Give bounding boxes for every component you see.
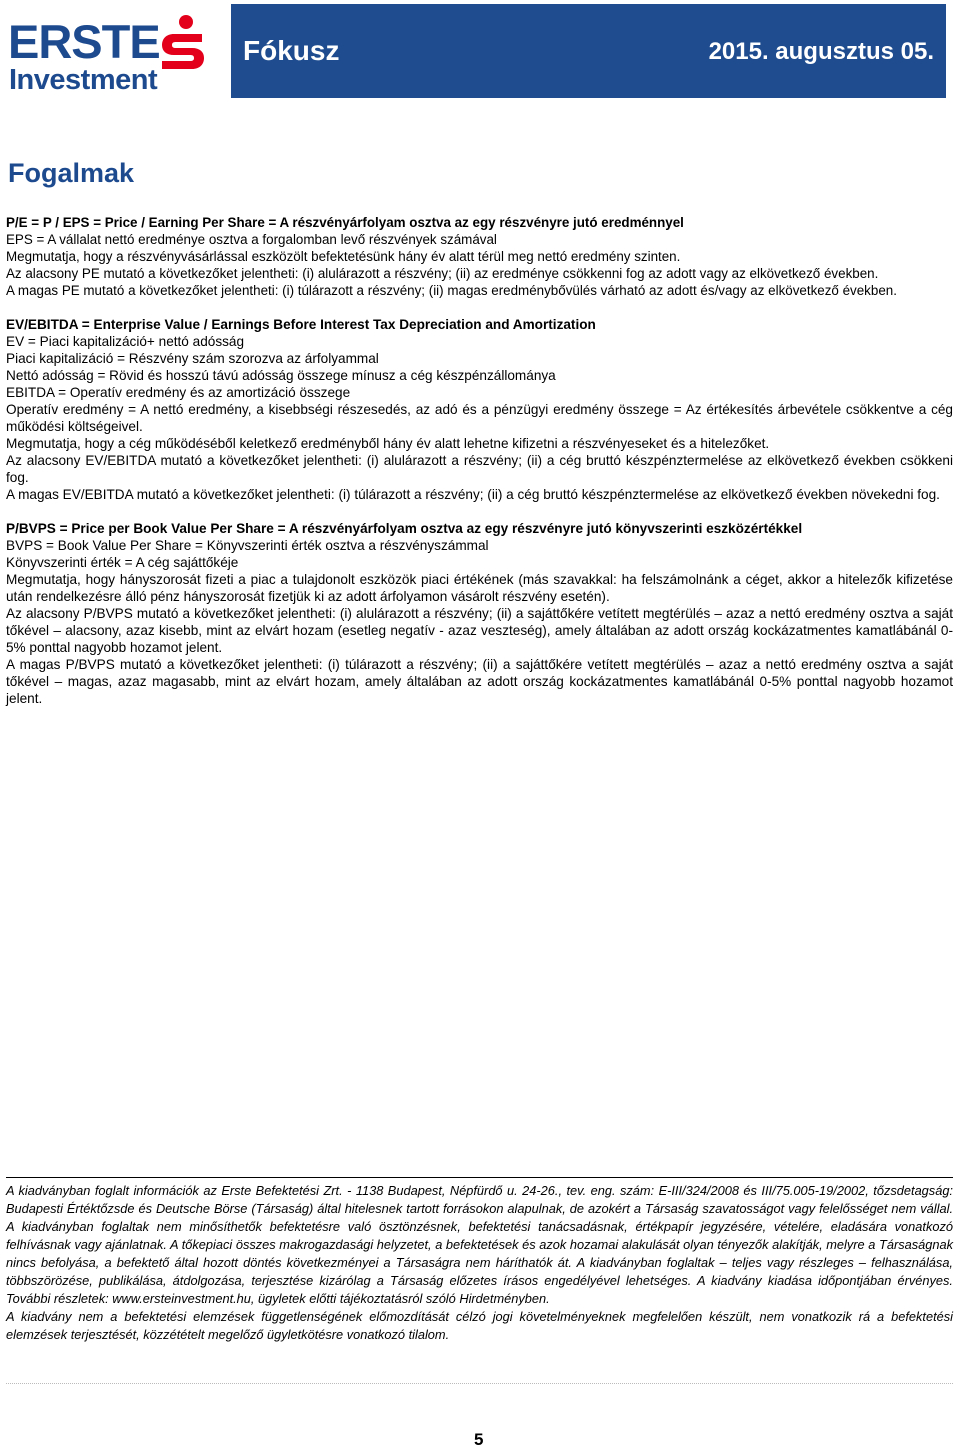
erste-s-logo-icon xyxy=(156,14,208,70)
header-banner xyxy=(231,4,946,98)
pbvps-definition-line: A magas P/BVPS mutató a következőket jelentheti: (i) túlárazott a részvény; (ii) a sajáttőkére vetített megtérülés – azaz a nettó eredmény osztva a saját tőkével – magas, azaz magasabb, mint az elvárt hozam, amely általában az adott ország kockázatmentes kamatlábánál 0-5% ponttal nagyobb hozamot jelent. xyxy=(6,657,953,706)
publication-title: Fókusz xyxy=(243,35,340,66)
pe-definition-line: Az alacsony PE mutató a következőket jelentheti: (i) alulárazott a részvény; (ii) az eredménye csökkenni fog az adott vagy az elkövetkező években. xyxy=(6,266,879,281)
section-title: Fogalmak xyxy=(8,158,135,188)
pe-definition-line: Megmutatja, hogy a részvényvásárlással eszközölt befektetésünk hány év alatt térül meg nettó eredmény szinten. xyxy=(6,249,681,264)
pbvps-definition-line: BVPS = Book Value Per Share = Könyvszerinti érték osztva a részvényszámmal xyxy=(6,538,489,553)
page-header xyxy=(0,0,960,100)
footer-dotted-divider xyxy=(6,1383,953,1384)
disclaimer-paragraph: A kiadvány nem a befektetési elemzések függetlenségének előmozdítását célzó jogi követelményeknek megfelelően készült, nem vonatkozik rá a befektetési elemzések terjesztését, közzétételt megelőző ügyletkötésre vonatkozó tilalom. xyxy=(6,1309,953,1342)
ev-ebitda-definition-line: Piaci kapitalizáció = Részvény szám szorozva az árfolyammal xyxy=(6,351,379,366)
ev-ebitda-definition-line: Az alacsony EV/EBITDA mutató a következőket jelentheti: (i) alulárazott a részvény; (ii) a cég bruttó készpénztermelése az elkövetkező években csökkeni fog. xyxy=(6,453,953,485)
pe-definition-block xyxy=(6,214,953,299)
pbvps-definition-block xyxy=(6,520,953,707)
pbvps-definition-heading: P/BVPS = Price per Book Value Per Share = A részvényárfolyam osztva az egy részvényre jutó könyvszerinti eszközértékkel xyxy=(6,521,803,536)
ev-ebitda-definition-block xyxy=(6,316,953,503)
pbvps-definition-line: Megmutatja, hogy hányszorosát fizeti a piac a tulajdonolt eszközök piaci értékének (más szavakkal: ha felszámolnánk a céget, akkor a hitelezők kifizetése után rendelkezésre álló pénz hányszorosát fizetjük ki az adott árfolyamon vásárolt részvény esetén). xyxy=(6,572,953,604)
pbvps-definition-line: Könyvszerinti érték = A cég sajáttőkéje xyxy=(6,555,239,570)
ev-ebitda-definition-line: Operatív eredmény = A nettó eredmény, a kisebbségi részesedés, az adó és a pénzügyi eredmény összege = Az értékesítés árbevétele csökkentve a cég működési költségeivel. xyxy=(6,402,953,434)
page-number: 5 xyxy=(474,1430,484,1449)
logo-wordmark: ERSTE xyxy=(8,15,160,68)
pbvps-definition-line: Az alacsony P/BVPS mutató a következőket jelentheti: (i) alulárazott a részvény; (ii) a sajáttőkére vetített megtérülés – azaz a nettó eredmény osztva a saját tőkével – alacsony, azaz kisebb, mint az elvárt hozam (esetleg negatív - azaz veszteség), amely általában az adott ország kockázatmentes kamatlábánál 0-5% ponttal nagyobb hozamot jelent. xyxy=(6,606,953,655)
legal-disclaimer xyxy=(6,1182,953,1344)
definitions-content xyxy=(6,214,953,707)
pe-definition-line: EPS = A vállalat nettó eredménye osztva a forgalomban levő részvények számával xyxy=(6,232,497,247)
ev-ebitda-definition-line: EV = Piaci kapitalizáció+ nettó adósság xyxy=(6,334,245,349)
logo-subtitle: Investment xyxy=(9,64,158,96)
ev-ebitda-definition-line: Nettó adósság = Rövid és hosszú távú adósság összege mínusz a cég készpénzállománya xyxy=(6,368,556,383)
publication-date: 2015. augusztus 05. xyxy=(708,38,934,65)
ev-ebitda-definition-line: A magas EV/EBITDA mutató a következőket jelentheti: (i) túlárazott a részvény; (ii) a cég bruttó készpénztermelése az elkövetkező években növekedni fog. xyxy=(6,487,940,502)
erste-investment-logo xyxy=(6,8,206,98)
ev-ebitda-definition-heading: EV/EBITDA = Enterprise Value / Earnings Before Interest Tax Depreciation and Amortization xyxy=(6,317,596,332)
ev-ebitda-definition-line: Megmutatja, hogy a cég működéséből keletkező eredményből hány év alatt lehetne kifizetni a részvényeseket és a hitelezőket. xyxy=(6,436,770,451)
footer-divider xyxy=(6,1177,953,1178)
ev-ebitda-definition-line: EBITDA = Operatív eredmény és az amortizáció összege xyxy=(6,385,351,400)
pe-definition-line: A magas PE mutató a következőket jelentheti: (i) túlárazott a részvény; (ii) magas eredménybővülés várható az adott és/vagy az elkövetkező években. xyxy=(6,283,897,298)
disclaimer-paragraph: A kiadványban foglalt információk az Erste Befektetési Zrt. - 1138 Budapest, Népfürdő u. 24-26., tev. eng. szám: E-III/324/2008 és III/75.005-19/2002, tőzsdetagság: Budapesti Értéktőzsde és Deutsche Börse (Társaság) által hitelesnek tartott forrásokon alapulnak, de azokért a Társaság szavatosságot vagy felelősséget nem vállal. A kiadványban foglaltak nem minősíthetők befektetésre való ösztönzésnek, befektetési tanácsadásnak, értékpapír jegyzésére, vételére, eladására vonatkozó felhívásnak vagy ajánlatnak. A tőkepiaci összes makrogazdasági helyzetet, a befektetések és azok hozamai alakulását olyan tényezők alakítják, melyre a Társaságnak nincs befolyása, a befektető által hozott döntés következményei a Társaságra nem háríthatók át. A kiadványban foglaltak – teljes vagy részleges – felhasználása, többszörözése, publikálása, átdolgozása, terjesztése kizárólag a Társaság előzetes írásos engedélyével lehetséges. A kiadvány kiadása időpontjában érvényes. További részletek: www.ersteinvestment.hu, ügyletek előtti tájékoztatásról szóló Hirdetményben. xyxy=(6,1183,953,1306)
pe-definition-heading: P/E = P / EPS = Price / Earning Per Share = A részvényárfolyam osztva az egy részvényre jutó eredménnyel xyxy=(6,215,684,230)
